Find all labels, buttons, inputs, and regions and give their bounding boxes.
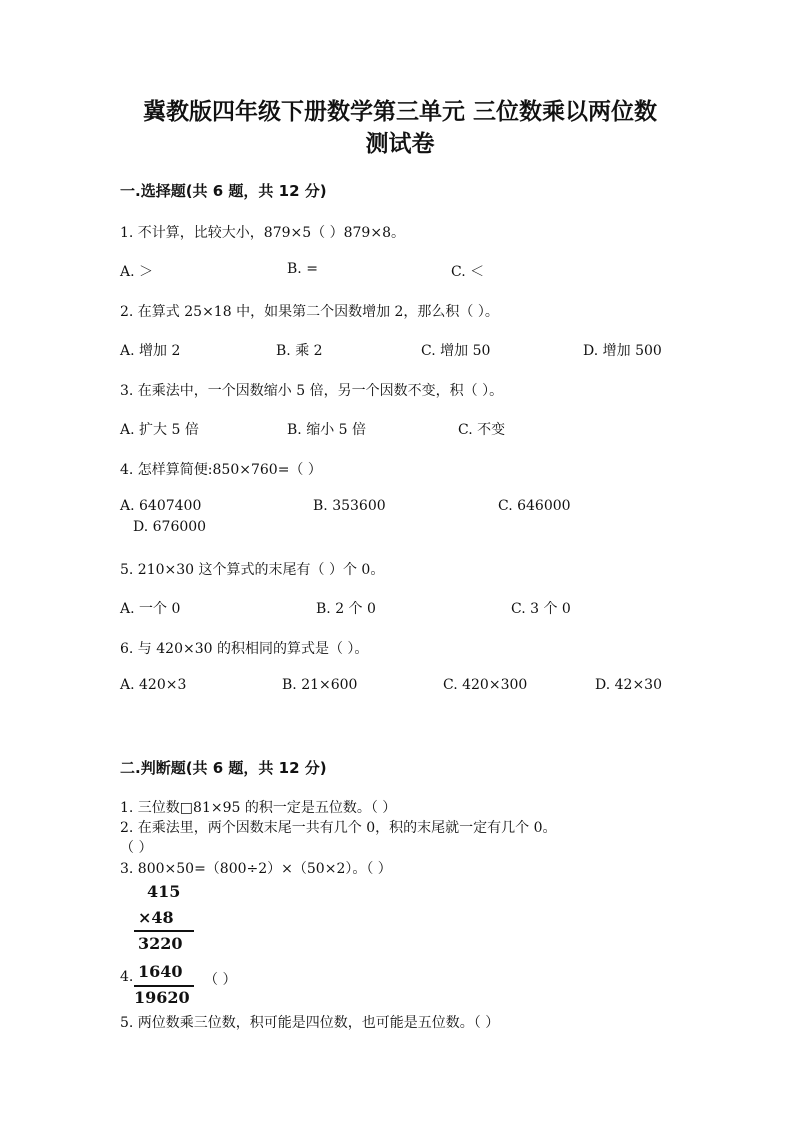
q6-option-b: B. 21×600 — [282, 677, 358, 693]
calc-partial-2: 1640 — [138, 962, 183, 981]
title-line-2: 测试卷 — [365, 131, 435, 157]
q5-option-a: A. 一个 0 — [120, 601, 181, 617]
q3-option-c: C. 不变 — [458, 422, 506, 438]
q2-option-c: C. 增加 50 — [421, 343, 491, 359]
q4-option-d: D. 676000 — [133, 519, 207, 535]
title-line-1: 冀教版四年级下册数学第三单元 三位数乘以两位数 — [142, 99, 657, 125]
q6-option-d: D. 42×30 — [595, 677, 662, 693]
judgment-4-label: 4. — [120, 969, 134, 985]
question-1: 1. 不计算，比较大小，879×5（ ）879×8。 — [120, 225, 405, 241]
question-5: 5. 210×30 这个算式的末尾有（ ）个 0。 — [120, 562, 385, 578]
question-3: 3. 在乘法中，一个因数缩小 5 倍，另一个因数不变，积（ ）。 — [120, 383, 504, 399]
judgment-2: 2. 在乘法里，两个因数末尾一共有几个 0，积的末尾就一定有几个 0。 — [120, 820, 557, 836]
calc-product: 19620 — [134, 988, 190, 1007]
calc-partial-1: 3220 — [138, 934, 183, 953]
question-2: 2. 在算式 25×18 中，如果第二个因数增加 2，那么积（ ）。 — [120, 304, 499, 320]
q4-option-c: C. 646000 — [498, 498, 571, 514]
question-6: 6. 与 420×30 的积相同的算式是（ ）。 — [120, 641, 369, 657]
q2-option-d: D. 增加 500 — [583, 343, 662, 359]
judgment-4-blank: （ ） — [204, 972, 237, 988]
q1-option-b: B. = — [287, 261, 318, 277]
q2-option-b: B. 乘 2 — [276, 343, 323, 359]
q2-option-a: A. 增加 2 — [120, 343, 181, 359]
judgment-2-blank: （ ） — [120, 840, 153, 856]
judgment-3: 3. 800×50=（800÷2）×（50×2）。（ ） — [120, 861, 392, 877]
calc-rule-1 — [134, 930, 194, 932]
q6-option-a: A. 420×3 — [120, 677, 187, 693]
q4-option-a: A. 6407400 — [120, 498, 202, 514]
calc-multiplier: ×48 — [138, 908, 174, 927]
q5-option-b: B. 2 个 0 — [316, 601, 376, 617]
q5-option-c: C. 3 个 0 — [511, 601, 571, 617]
q3-option-a: A. 扩大 5 倍 — [120, 422, 199, 438]
section-heading-choice: 一.选择题(共 6 题，共 12 分) — [120, 182, 327, 200]
page-title — [80, 96, 720, 160]
judgment-5: 5. 两位数乘三位数，积可能是四位数，也可能是五位数。（ ） — [120, 1015, 500, 1031]
q4-option-b: B. 353600 — [313, 498, 386, 514]
section-heading-judgment: 二.判断题(共 6 题，共 12 分) — [120, 759, 327, 777]
judgment-1: 1. 三位数□81×95 的积一定是五位数。（ ） — [120, 800, 397, 816]
q6-option-c: C. 420×300 — [443, 677, 528, 693]
q3-option-b: B. 缩小 5 倍 — [287, 422, 366, 438]
calc-multiplicand: 415 — [147, 882, 181, 901]
calc-rule-2 — [134, 985, 194, 987]
q1-option-a: A. ＞ — [120, 264, 154, 280]
question-4: 4. 怎样算简便:850×760=（ ） — [120, 462, 322, 478]
q1-option-c: C. ＜ — [451, 264, 485, 280]
